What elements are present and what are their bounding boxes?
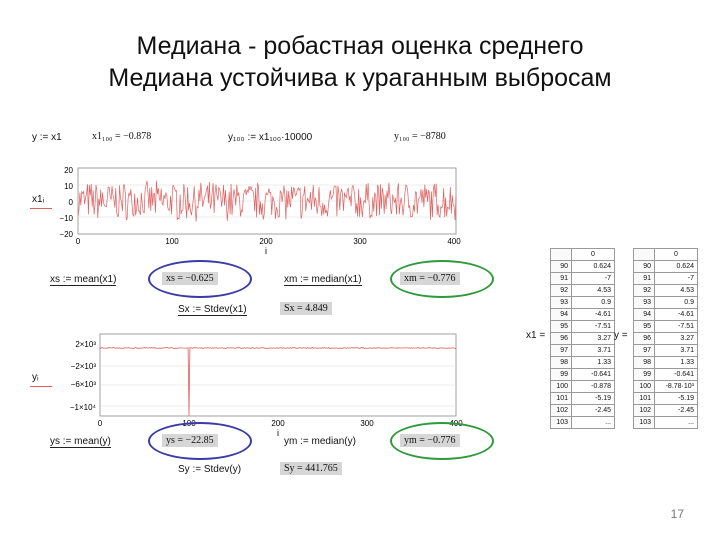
y100-value: y₁₀₀ = −8780 — [394, 131, 446, 142]
plot2-xtick: 400 — [449, 419, 463, 428]
row-index: 102 — [551, 405, 572, 417]
sx-value: Sx = 4.849 — [280, 302, 332, 315]
slide-title-line2: Медиана устойчива к ураганным выбросам — [108, 64, 612, 92]
plot2-ytick: −1×10⁴ — [69, 403, 96, 412]
plot2-ylabel: yᵢ — [32, 372, 39, 383]
plot2-ticks — [70, 340, 463, 438]
x1-table-label: x1 = — [526, 330, 546, 341]
table-row — [551, 357, 615, 369]
y100-definition: y₁₀₀ := x1₁₀₀·10000 — [228, 132, 313, 143]
table-row — [551, 381, 615, 393]
row-index: 101 — [634, 393, 655, 405]
row-value: -5.19 — [572, 393, 615, 405]
row-index: 90 — [634, 261, 655, 273]
plot2-xtick: 0 — [97, 419, 103, 428]
row-value: 3.71 — [572, 345, 615, 357]
table-row — [551, 369, 615, 381]
row-index: 94 — [551, 309, 572, 321]
row-index: 90 — [551, 261, 572, 273]
row-value: -4.61 — [655, 309, 698, 321]
ys-definition: ys := mean(y) — [50, 436, 111, 447]
table-row — [551, 261, 615, 273]
table-row — [551, 297, 615, 309]
row-value: 1.33 — [572, 357, 615, 369]
sy-value: Sy = 441.765 — [280, 462, 342, 475]
row-index: 101 — [551, 393, 572, 405]
table-row — [634, 261, 698, 273]
plot1-ytick: 0 — [68, 198, 73, 207]
table-row — [551, 393, 615, 405]
row-value: -2.45 — [572, 405, 615, 417]
plot1-ytick: 10 — [64, 182, 73, 191]
ym-definition: ym := median(y) — [284, 436, 356, 447]
row-value: 4.53 — [572, 285, 615, 297]
table-row — [551, 417, 615, 429]
ys-value: ys = −22.85 — [162, 434, 218, 447]
mean-highlight-circle-2 — [148, 422, 252, 460]
row-value: -0.641 — [572, 369, 615, 381]
plot2-ytick: −2×10³ — [70, 362, 96, 371]
row-index: 103 — [551, 417, 572, 429]
row-value: ... — [655, 417, 698, 429]
row-index: 103 — [634, 417, 655, 429]
xm-value: xm = −0.776 — [400, 272, 460, 285]
table-row — [551, 285, 615, 297]
row-index: 99 — [551, 369, 572, 381]
ym-value: ym = −0.776 — [400, 434, 460, 447]
row-index: 94 — [634, 309, 655, 321]
row-value: 0.624 — [572, 261, 615, 273]
table-row — [634, 369, 698, 381]
plot1-ylabel: x1ᵢ — [32, 194, 45, 205]
row-index: 91 — [551, 273, 572, 285]
table-row — [634, 309, 698, 321]
table-row — [634, 297, 698, 309]
row-value: -8.78·10³ — [655, 381, 698, 393]
table-corner — [551, 249, 572, 261]
row-value: -7 — [655, 273, 698, 285]
row-value: 0.624 — [655, 261, 698, 273]
table-row — [634, 417, 698, 429]
row-value: 4.53 — [655, 285, 698, 297]
table-header: 0 — [572, 249, 615, 261]
row-value: -7.51 — [572, 321, 615, 333]
x1-value-table — [550, 248, 615, 429]
plot1-xtick: 400 — [447, 237, 461, 246]
row-index: 95 — [551, 321, 572, 333]
row-value: -5.19 — [655, 393, 698, 405]
table-row — [634, 393, 698, 405]
row-value: -4.61 — [572, 309, 615, 321]
median-highlight-circle-2 — [390, 422, 494, 460]
sy-definition: Sy := Stdev(y) — [178, 464, 242, 475]
table-row — [634, 345, 698, 357]
row-index: 100 — [551, 381, 572, 393]
x1-100-value: x1₁₀₀ = −0.878 — [92, 131, 152, 142]
plot2-xtick: 100 — [182, 419, 196, 428]
plot1-xtick: 100 — [165, 237, 179, 246]
plot2-series-y — [100, 348, 456, 416]
table-row — [634, 321, 698, 333]
plot2-xtick: 300 — [360, 419, 374, 428]
row-index: 96 — [551, 333, 572, 345]
sx-definition: Sx := Stdev(x1) — [178, 304, 247, 315]
plot2-ytick: 2×10³ — [75, 340, 96, 349]
row-index: 93 — [551, 297, 572, 309]
table-row — [551, 405, 615, 417]
row-index: 93 — [634, 297, 655, 309]
row-value: 3.27 — [655, 333, 698, 345]
table-row — [634, 333, 698, 345]
row-value: 0.9 — [572, 297, 615, 309]
row-value: -0.641 — [655, 369, 698, 381]
row-value: 0.9 — [655, 297, 698, 309]
slide-title-line1: Медиана - робастная оценка среднего — [136, 32, 584, 60]
plot2-frame — [100, 334, 456, 416]
xs-definition: xs := mean(x1) — [50, 274, 117, 285]
plot1-xtick: 300 — [353, 237, 367, 246]
page-number: 17 — [670, 507, 684, 521]
xm-definition: xm := median(x1) — [284, 274, 362, 285]
table-row — [551, 321, 615, 333]
row-index: 102 — [634, 405, 655, 417]
y-value-table — [633, 248, 698, 429]
row-index: 95 — [634, 321, 655, 333]
table-corner — [634, 249, 655, 261]
xs-value: xs = −0.625 — [162, 272, 218, 285]
mean-highlight-circle-1 — [148, 260, 252, 298]
row-index: 91 — [634, 273, 655, 285]
plot2-ytick: −6×10³ — [70, 380, 96, 389]
table-row — [551, 345, 615, 357]
plot1-xlabel: i — [265, 246, 267, 256]
row-value: 3.27 — [572, 333, 615, 345]
row-index: 97 — [551, 345, 572, 357]
table-row — [551, 309, 615, 321]
y-table-label: y = — [614, 330, 628, 341]
table-header: 0 — [655, 249, 698, 261]
row-index: 100 — [634, 381, 655, 393]
row-value: -2.45 — [655, 405, 698, 417]
row-value: -0.878 — [572, 381, 615, 393]
table-row — [551, 273, 615, 285]
table-row — [634, 285, 698, 297]
table-row — [634, 381, 698, 393]
table-row — [634, 357, 698, 369]
plot1-ticks — [59, 166, 461, 256]
row-value: ... — [572, 417, 615, 429]
plot2-xlabel: i — [277, 428, 279, 438]
row-value: 1.33 — [655, 357, 698, 369]
plot1-ytick: −10 — [59, 214, 73, 223]
row-index: 98 — [551, 357, 572, 369]
row-index: 97 — [634, 345, 655, 357]
plot2-xtick: 200 — [271, 419, 285, 428]
mathcad-worksheet — [28, 120, 508, 490]
row-value: 3.71 — [655, 345, 698, 357]
row-index: 92 — [551, 285, 572, 297]
row-index: 99 — [634, 369, 655, 381]
row-value: -7 — [572, 273, 615, 285]
y-definition: y := x1 — [32, 132, 62, 143]
row-value: -7.51 — [655, 321, 698, 333]
plot1-xtick: 200 — [259, 237, 273, 246]
plot1-ytick: −20 — [59, 230, 73, 239]
plot1-xtick: 0 — [75, 237, 81, 246]
median-highlight-circle-1 — [390, 260, 494, 298]
row-index: 96 — [634, 333, 655, 345]
row-index: 92 — [634, 285, 655, 297]
plot1-ytick: 20 — [64, 166, 73, 175]
table-row — [551, 333, 615, 345]
row-index: 98 — [634, 357, 655, 369]
table-row — [634, 273, 698, 285]
table-row — [634, 405, 698, 417]
